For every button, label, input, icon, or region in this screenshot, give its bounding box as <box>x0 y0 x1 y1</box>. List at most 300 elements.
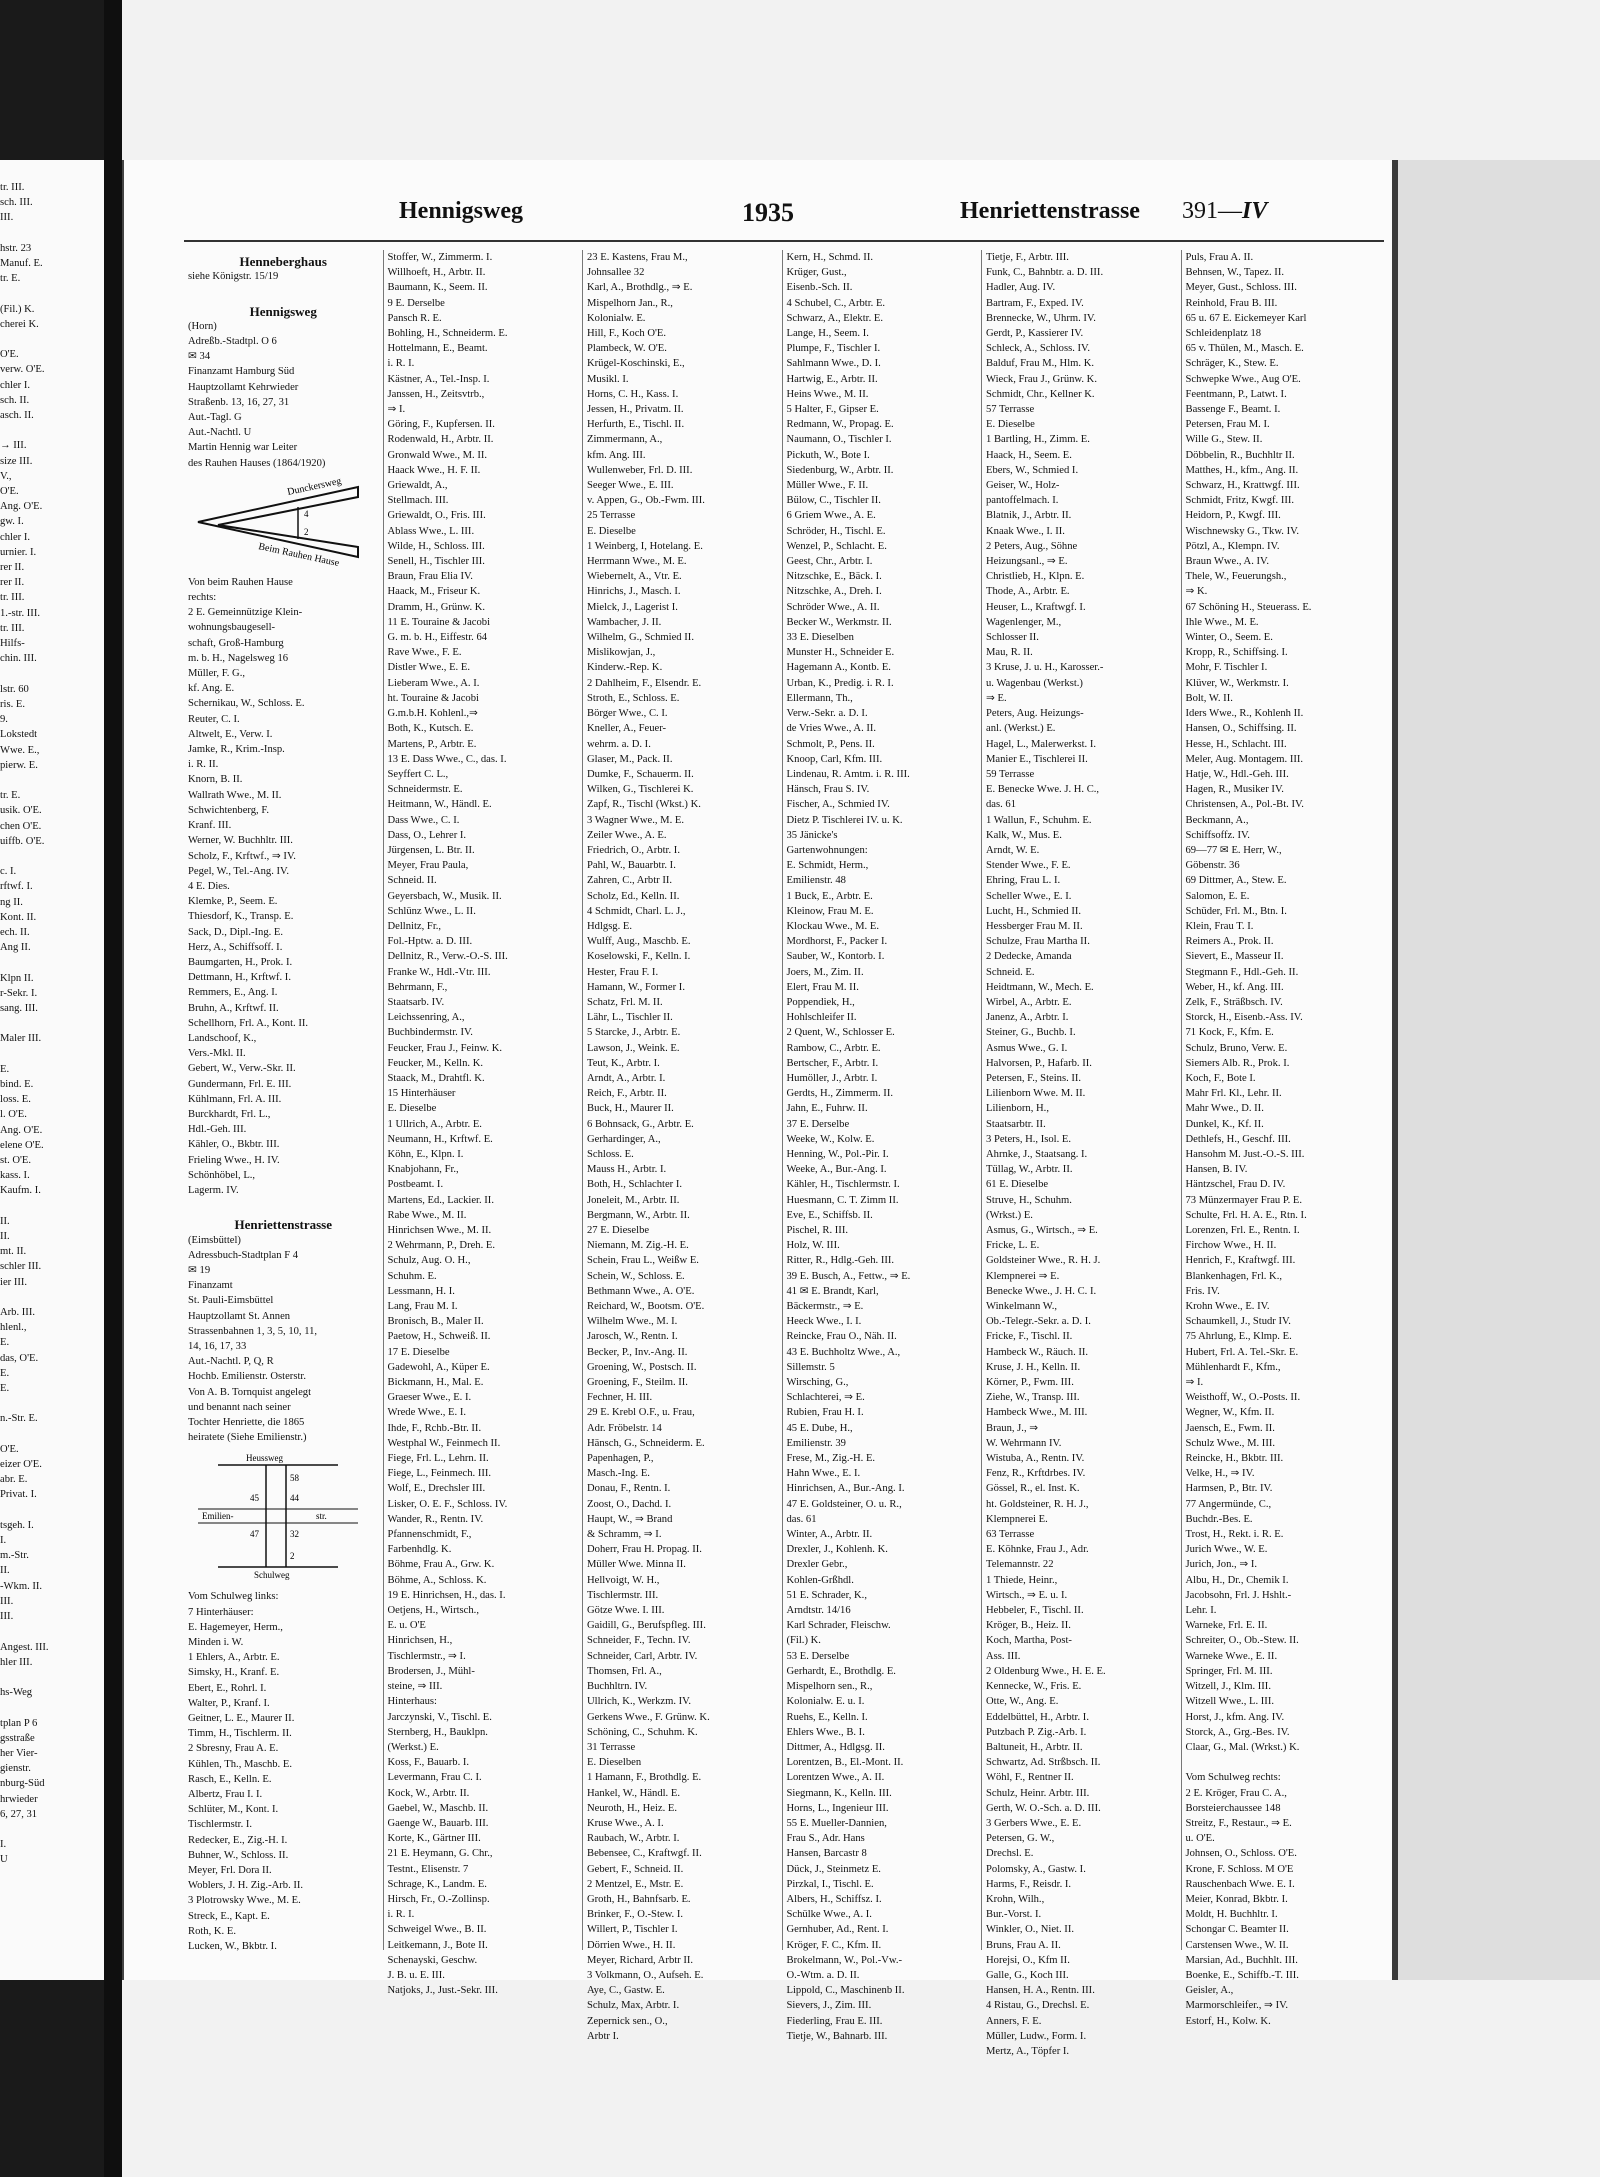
directory-entry: Westphal W., Feinmech II. <box>387 1437 501 1449</box>
directory-entry: Bethmann Wwe., A. O'E. <box>587 1285 695 1297</box>
prev-page-line: gw. I. <box>0 516 24 528</box>
directory-entry: Knoop, Carl, Kfm. III. <box>786 753 883 765</box>
directory-entry: Buchhltrn. IV. <box>587 1681 648 1693</box>
directory-entry: Baumann, K., Seem. II. <box>387 282 488 294</box>
prev-page-line: tr. III. <box>0 622 25 634</box>
directory-entry: Vom Schulweg rechts: <box>1185 1772 1281 1784</box>
directory-entry: Haack Wwe., H. F. II. <box>387 464 481 476</box>
directory-entry: Mispelhorn sen., R., <box>786 1681 873 1693</box>
directory-entry: Sauber, W., Kontorb. I. <box>786 951 885 963</box>
prev-page-line: II. <box>0 1565 10 1577</box>
directory-entry: Groth, H., Bahnfsarb. E. <box>587 1893 691 1905</box>
column-5 <box>982 250 1182 2057</box>
prev-page-line <box>0 1822 104 1837</box>
directory-entry: Struve, H., Schuhm. <box>986 1194 1072 1206</box>
directory-entry: 43 E. Buchholtz Wwe., A., <box>786 1346 901 1358</box>
directory-entry: Hubert, Frl. A. Tel.-Skr. E. <box>1185 1346 1299 1358</box>
directory-entry: Hochb. Emilienstr. Osterstr. <box>188 1371 306 1383</box>
prev-page-line: bind. E. <box>0 1078 34 1090</box>
directory-entry: Ehlers Wwe., B. I. <box>786 1726 865 1738</box>
directory-entry: ⇒ K. <box>1185 586 1208 598</box>
prev-page-line: eizer O'E. <box>0 1459 42 1471</box>
directory-entry: Reuter, C. I. <box>188 713 240 725</box>
directory-entry: Jurich Wwe., W. E. <box>1185 1544 1268 1556</box>
directory-entry: Manier E., Tischlerei II. <box>986 753 1088 765</box>
prev-page-line: pierw. E. <box>0 759 38 771</box>
directory-entry: Gernhuber, Ad., Rent. I. <box>786 1924 889 1936</box>
directory-entry: Schein, W., Schloss. E. <box>587 1270 685 1282</box>
prev-page-line: uiffb. O'E. <box>0 835 45 847</box>
directory-entry: Straßenb. 13, 16, 27, 31 <box>188 396 290 408</box>
directory-entry: 25 Terrasse <box>587 510 636 522</box>
directory-entry: 1 Wallun, F., Schuhm. E. <box>986 814 1092 826</box>
directory-entry: Naumann, O., Tischler I. <box>786 434 892 446</box>
prev-page-line <box>0 773 104 788</box>
directory-entry: Jaensch, E., Fwm. II. <box>1185 1422 1275 1434</box>
directory-entry: Lagerm. IV. <box>188 1184 239 1196</box>
directory-entry <box>1186 1755 1377 1770</box>
directory-entry: 9 E. Derselbe <box>387 297 445 309</box>
directory-entry: de Vries Wwe., A. II. <box>786 723 877 735</box>
directory-entry: Schüder, Frl. M., Btn. I. <box>1185 905 1287 917</box>
directory-entry: Reinhold, Frau B. III. <box>1185 297 1278 309</box>
directory-entry: 57 Terrasse <box>986 404 1035 416</box>
directory-entry: Wiebernelt, A., Vtr. E. <box>587 571 682 583</box>
directory-entry: Dellnitz, R., Verw.-O.-S. III. <box>387 951 508 963</box>
prev-page-line: hstr. 23 <box>0 242 32 254</box>
directory-entry: 37 E. Derselbe <box>786 1118 850 1130</box>
directory-entry: Reincke, H., Bkbtr. III. <box>1185 1453 1284 1465</box>
directory-entry: Ullrich, K., Werkzm. IV. <box>587 1696 692 1708</box>
directory-entry: Lisker, O. E. F., Schloss. IV. <box>387 1498 508 1510</box>
directory-entry: pantoffelmach. I. <box>986 495 1059 507</box>
directory-entry: Kleinow, Frau M. E. <box>786 905 874 917</box>
prev-page-line <box>0 1670 104 1685</box>
directory-entry: Krüger, Gust., <box>786 267 847 279</box>
prev-page-line: (Fil.) K. <box>0 303 35 315</box>
directory-entry: Knaak Wwe., I. II. <box>986 525 1065 537</box>
heussweg-label: Heussweg <box>246 1453 283 1464</box>
directory-entry: Adr. Fröbelstr. 14 <box>587 1422 662 1434</box>
directory-entry: Groening, W., Postsch. II. <box>587 1361 697 1373</box>
directory-entry: Geyersbach, W., Musik. II. <box>387 890 502 902</box>
prev-page-line: ris. E. <box>0 698 26 710</box>
directory-entry: Schneid. II. <box>387 875 437 887</box>
directory-entry: Simsky, H., Kranf. E. <box>188 1667 280 1679</box>
directory-entry: Stellmach. III. <box>387 495 449 507</box>
directory-entry: Wirsching, G., <box>786 1377 849 1389</box>
directory-entry: Lilienborn Wwe. M. II. <box>986 1088 1086 1100</box>
directory-entry: Brinker, F., O.-Stew. I. <box>587 1909 684 1921</box>
directory-entry: Mislikowjan, J., <box>587 647 656 659</box>
directory-entry: Groening, F., Steilm. II. <box>587 1377 688 1389</box>
directory-entry: Hinterhaus: <box>387 1696 437 1708</box>
directory-entry: Finanzamt <box>188 1280 233 1292</box>
directory-entry: 2 E. Kröger, Frau C. A., <box>1185 1787 1287 1799</box>
directory-entry: Neuroth, H., Heiz. E. <box>587 1802 678 1814</box>
directory-entry: (Eimsbüttel) <box>188 1234 241 1246</box>
directory-entry: Reincke, Frau O., Näh. II. <box>786 1331 897 1343</box>
directory-entry: Henning, W., Pol.-Pir. I. <box>786 1148 889 1160</box>
directory-entry: Schneidermstr. E. <box>387 784 463 796</box>
prev-page-line: l. O'E. <box>0 1109 27 1121</box>
directory-entry: Winter, O., Seem. E. <box>1185 632 1273 644</box>
directory-entry: 7 Hinterhäuser: <box>188 1606 254 1618</box>
directory-entry: (Fil.) K. <box>786 1635 821 1647</box>
directory-entry: Wambacher, J. II. <box>587 616 662 628</box>
directory-entry: Pfannenschmidt, F., <box>387 1529 472 1541</box>
column-2 <box>384 250 584 1997</box>
directory-entry: Zahren, C., Arbtr II. <box>587 875 673 887</box>
directory-entry: Bruns, Frau A. II. <box>986 1939 1061 1951</box>
directory-entry: Herfurth, E., Tischl. II. <box>587 419 685 431</box>
directory-entry: ht. Touraine & Jacobi <box>387 692 479 704</box>
directory-entry: Galle, G., Koch III. <box>986 1969 1069 1981</box>
directory-entry: Wallrath Wwe., M. II. <box>188 789 282 801</box>
directory-entry: Timm, H., Tischlerm. II. <box>188 1728 292 1740</box>
directory-entry: Schulz, Heinr. Arbtr. III. <box>986 1787 1090 1799</box>
directory-entry: Hottelmann, E., Beamt. <box>387 343 488 355</box>
directory-entry: Haupt, W., ⇒ Brand <box>587 1513 673 1525</box>
directory-entry: Hauptzollamt St. Annen <box>188 1310 291 1322</box>
directory-entry: Buhner, W., Schloss. II. <box>188 1849 289 1861</box>
prev-page-line: rer II. <box>0 577 25 589</box>
prev-page-line <box>0 1047 104 1062</box>
directory-entry: Kühlen, Th., Maschb. E. <box>188 1758 292 1770</box>
directory-entry: Halvorsen, P., Hafarb. II. <box>986 1057 1092 1069</box>
directory-entry: Körner, P., Fwm. III. <box>986 1377 1074 1389</box>
directory-entry: Storck, H., Eisenb.-Ass. IV. <box>1185 1012 1303 1024</box>
directory-entry: Martin Hennig war Leiter <box>188 442 298 454</box>
directory-entry: Gössel, R., el. Inst. K. <box>986 1483 1080 1495</box>
directory-entry: 3 Plotrowsky Wwe., M. E. <box>188 1895 301 1907</box>
directory-entry: Geest, Chr., Arbtr. I. <box>786 556 873 568</box>
directory-entry: Martens, Ed., Lackier. II. <box>387 1194 494 1206</box>
directory-entry: Baumgarten, H., Prok. I. <box>188 956 293 968</box>
directory-entry: Göbenstr. 36 <box>1185 860 1240 872</box>
henriettenstrasse-plan <box>188 1451 368 1581</box>
prev-page-line: tr. E. <box>0 273 21 285</box>
directory-entry: Arndt, A., Arbtr. I. <box>587 1072 666 1084</box>
directory-entry: Behrmann, F., <box>387 981 448 993</box>
directory-entry: Putzbach P. Zig.-Arb. I. <box>986 1726 1087 1738</box>
directory-entry: Claar, G., Mal. (Wrkst.) K. <box>1185 1741 1300 1753</box>
directory-entry: Frieling Wwe., H. IV. <box>188 1154 280 1166</box>
directory-entry: 15 Hinterhäuser <box>387 1088 456 1100</box>
page-number: 391— <box>1182 198 1242 224</box>
directory-entry: Baltuneit, H., Arbtr. II. <box>986 1741 1083 1753</box>
directory-entry: 77 Angermünde, C., <box>1185 1498 1272 1510</box>
directory-entry: Johnsallee 32 <box>587 267 645 279</box>
prev-page-line: r-Sekr. I. <box>0 987 38 999</box>
directory-entry: Klein, Frau T. I. <box>1185 920 1254 932</box>
directory-entry: Ablass Wwe., L. III. <box>387 525 475 537</box>
prev-page-line: sang. III. <box>0 1002 38 1014</box>
directory-entry: 27 E. Dieselbe <box>587 1225 650 1236</box>
directory-entry: Schneider, F., Techn. IV. <box>587 1635 691 1647</box>
directory-entry: Streitz, F., Restaur., ⇒ E. <box>1185 1817 1292 1829</box>
directory-entry: Sternberg, H., Bauklpn. <box>387 1726 488 1738</box>
directory-entry: Meler, Aug. Montagem. III. <box>1185 753 1304 765</box>
directory-entry: Lorentzen Wwe., A. II. <box>786 1772 885 1784</box>
directory-entry: Schlüter, M., Kont. I. <box>188 1804 279 1816</box>
directory-entry: Kähler, H., Tischlermstr. I. <box>786 1179 900 1191</box>
directory-entry: Storck, A., Grg.-Bes. IV. <box>1185 1726 1290 1738</box>
directory-entry: Lippold, C., Maschinenb II. <box>786 1985 905 1997</box>
prev-page-line <box>0 1290 104 1305</box>
directory-entry: Schneider, Carl, Arbtr. IV. <box>587 1650 698 1662</box>
directory-entry: i. R. II. <box>188 759 219 771</box>
directory-entry: Kohlen-Grßhdl. <box>786 1574 854 1586</box>
directory-entry: Knabjohann, Fr., <box>387 1164 459 1176</box>
directory-entry: des Rauhen Hauses (1864/1920) <box>188 457 326 469</box>
prev-page-line: Angest. III. <box>0 1641 49 1653</box>
directory-entry: Matthes, H., kfm., Ang. II. <box>1185 464 1299 476</box>
directory-entry: Tietje, F., Arbtr. III. <box>986 252 1069 263</box>
directory-entry: Schneid. E. <box>986 966 1035 978</box>
directory-entry: 65 u. 67 E. Eickemeyer Karl <box>1185 312 1307 324</box>
directory-entry: 13 E. Dass Wwe., C., das. I. <box>387 753 507 765</box>
prev-page-line: Ang. O'E. <box>0 1124 43 1136</box>
directory-entry: Koss, F., Bauarb. I. <box>387 1757 470 1769</box>
directory-entry: Götze Wwe. I. III. <box>587 1605 665 1617</box>
directory-entry: 3 Volkmann, O., Aufseh. E. <box>587 1969 704 1981</box>
directory-entry: Beckmann, A., <box>1185 814 1249 826</box>
directory-entry: Mauss H., Arbtr. I. <box>587 1164 667 1176</box>
directory-entry: Senell, H., Tischler III. <box>387 556 485 568</box>
directory-entry: Hessberger Frau M. II. <box>986 920 1083 932</box>
directory-entry: Hesse, H., Schlacht. III. <box>1185 738 1287 750</box>
directory-entry: Gerkens Wwe., F. Grünw. K. <box>587 1711 710 1723</box>
directory-entry: Wöhl, F., Rentner II. <box>986 1772 1074 1784</box>
prev-page-line: chin. III. <box>0 653 37 665</box>
directory-entry: (Wrkst.) E. <box>986 1209 1033 1221</box>
directory-entry: Werner, W. Buchhltr. III. <box>188 835 293 847</box>
directory-entry: Lawson, J., Weink. E. <box>587 1042 680 1054</box>
prev-page-line: tplan P 6 <box>0 1717 38 1729</box>
directory-entry: Musikl. I. <box>587 373 629 385</box>
directory-entry: Gebert, W., Verw.-Skr. II. <box>188 1063 296 1075</box>
directory-entry: Kneller, A., Feuer- <box>587 723 667 735</box>
directory-entry: Streck, E., Kapt. E. <box>188 1910 270 1922</box>
directory-entry: Gerdts, H., Zimmerm. II. <box>786 1088 894 1100</box>
directory-entry: 51 E. Schrader, K., <box>786 1589 867 1601</box>
directory-entry: Kolonialw. E. u. I. <box>786 1696 865 1708</box>
directory-entry: Farbenhdlg. K. <box>387 1544 452 1556</box>
directory-entry: Elert, Frau M. II. <box>786 981 859 993</box>
directory-entry: 71 Kock, F., Kfm. E. <box>1185 1027 1274 1039</box>
prev-page-line: 9. <box>0 714 8 726</box>
directory-entry: Heins Wwe., M. II. <box>786 388 869 400</box>
directory-entry: 59 Terrasse <box>986 768 1035 780</box>
directory-entry: Ob.-Telegr.-Sekr. a. D. I. <box>986 1316 1091 1328</box>
directory-entry: Natjoks, J., Just.-Sekr. III. <box>387 1985 498 1997</box>
directory-entry: Becker W., Werkmstr. II. <box>786 616 892 628</box>
directory-entry: Schräger, K., Stew. E. <box>1185 358 1279 370</box>
column-3 <box>583 250 783 2042</box>
directory-entry: Siemers Alb. R., Prok. I. <box>1185 1057 1290 1069</box>
directory-entry: Bohling, H., Schneiderm. E. <box>387 328 508 340</box>
directory-entry: Papenhagen, P., <box>587 1453 654 1465</box>
directory-entry: Carstensen Wwe., W. II. <box>1185 1939 1289 1951</box>
directory-entry: Ahrnke, J., Staatsang. I. <box>986 1148 1088 1160</box>
directory-entry: Müller, Ludw., Form. I. <box>986 2030 1087 2042</box>
directory-entry: Wulff, Aug., Maschb. E. <box>587 936 691 948</box>
directory-entry: Bassenge F., Beamt. I. <box>1185 404 1281 416</box>
directory-entry: Kennecke, W., Fris. E. <box>986 1681 1082 1693</box>
directory-entry: Hinrichsen, A., Bur.-Ang. I. <box>786 1483 905 1495</box>
prev-page-line: das, O'E. <box>0 1352 39 1364</box>
directory-entry: 1 Weinberg, I, Hotelang. E. <box>587 540 703 552</box>
directory-entry: Albers, H., Schiffsz. I. <box>786 1893 882 1905</box>
directory-entry: Schlosser II. <box>986 632 1039 644</box>
directory-entry: Emilienstr. 48 <box>786 875 846 887</box>
prev-page-line: Ang. O'E. <box>0 501 43 513</box>
directory-entry: Brennecke, W., Uhrm. IV. <box>986 312 1096 324</box>
directory-entry: Schlachterei, ⇒ E. <box>786 1392 865 1404</box>
directory-entry: Ellermann, Th., <box>786 692 853 704</box>
directory-entry: Scholz, F., Krftwf., ⇒ IV. <box>188 850 296 862</box>
directory-entry: Kranf. III. <box>188 820 232 832</box>
directory-entry: Martens, P., Arbtr. E. <box>387 738 477 750</box>
directory-entry: Wilde, H., Schloss. III. <box>387 540 485 552</box>
directory-entry: Adreßb.-Stadtpl. O 6 <box>188 336 277 348</box>
directory-entry: Hansen, H. A., Rentn. III. <box>986 1985 1095 1997</box>
directory-entry: Koch, Martha, Post- <box>986 1635 1072 1647</box>
directory-entry: Becker, P., Inv.-Ang. II. <box>587 1346 688 1358</box>
directory-entry: J. B. u. E. III. <box>387 1969 445 1981</box>
directory-entry: Hinrichsen Wwe., M. II. <box>387 1225 492 1236</box>
directory-entry: Lorenzen, Frl. E., Rentn. I. <box>1185 1225 1300 1236</box>
directory-entry: Weisthoff, W., O.-Posts. II. <box>1185 1392 1301 1404</box>
directory-entry: Schulz, Bruno, Verw. E. <box>1185 1042 1288 1054</box>
directory-entry: Stender Wwe., F. E. <box>986 860 1071 872</box>
directory-entry: Karl, A., Brothdlg., ⇒ E. <box>587 282 693 294</box>
directory-page <box>122 160 1395 2057</box>
directory-entry: 3 Kruse, J. u. H., Karosser.- <box>986 662 1104 674</box>
directory-entry: Peters, Aug. Heizungs- <box>986 708 1084 720</box>
directory-entry: Plambeck, W. O'E. <box>587 343 667 355</box>
emilien-label: Emilien- <box>202 1511 234 1522</box>
directory-entry: ✉ 19 <box>188 1264 211 1276</box>
directory-entry: Neumann, H., Krftwf. E. <box>387 1133 493 1145</box>
directory-entry: 14, 16, 17, 33 <box>188 1341 247 1352</box>
directory-entry: Geiser, W., Holz- <box>986 480 1060 492</box>
directory-entry: 1 Ullrich, A., Arbtr. E. <box>387 1118 482 1130</box>
directory-entry: Redecker, E., Zig.-H. I. <box>188 1834 288 1846</box>
directory-entry: Siedenburg, W., Arbtr. II. <box>786 464 894 476</box>
directory-entry: Wilken, G., Tischlerei K. <box>587 784 694 796</box>
directory-entry: 2 Dahlheim, F., Elsendr. E. <box>587 677 702 689</box>
directory-entry: Köhn, E., Klpn. I. <box>387 1148 464 1160</box>
directory-entry: 6 Bohnsack, G., Arbtr. E. <box>587 1118 694 1130</box>
prev-page-line: chler I. <box>0 379 30 391</box>
street-heading: Henneberghaus <box>239 254 327 269</box>
directory-entry: Kröger, F. C., Kfm. II. <box>786 1939 882 1951</box>
directory-entry: Winter, A., Arbtr. II. <box>786 1529 873 1541</box>
directory-entry: Hamann, W., Former I. <box>587 981 685 993</box>
directory-entry: Gebert, F., Schneid. II. <box>587 1863 684 1875</box>
directory-entry: Strassenbahnen 1, 3, 5, 10, 11, <box>188 1325 318 1337</box>
directory-entry: Griewaldt, O., Fris. III. <box>387 510 486 522</box>
directory-entry: Bruhn, A., Krftwf. II. <box>188 1002 279 1014</box>
directory-entry: E. Dieselbe <box>387 1103 437 1115</box>
previous-page-edge <box>0 160 104 1980</box>
directory-entry: Rodenwald, H., Arbtr. II. <box>387 434 494 446</box>
directory-entry: Seyffert C. L., <box>387 768 449 780</box>
directory-entry: Mahr Wwe., D. II. <box>1185 1103 1264 1115</box>
directory-entry: Franke W., Hdl.-Vtr. III. <box>387 966 491 978</box>
schulweg-label: Schulweg <box>254 1570 290 1581</box>
directory-entry: Lindenau, R. Amtm. i. R. III. <box>786 768 910 780</box>
directory-entry: 47 E. Goldsteiner, O. u. R., <box>786 1498 902 1510</box>
directory-entry: Schleck, A., Schloss. IV. <box>986 343 1090 355</box>
prev-page-line: V., <box>0 470 12 482</box>
directory-entry: Fischer, A., Schmied IV. <box>786 799 890 811</box>
directory-entry: Pötzl, A., Klempn. IV. <box>1185 540 1280 552</box>
directory-entry: 1 Bartling, H., Zimm. E. <box>986 434 1090 446</box>
directory-entry: Bäckermstr., ⇒ E. <box>786 1301 864 1313</box>
directory-entry: Schreiter, O., Ob.-Stew. II. <box>1185 1635 1299 1647</box>
directory-entry: Humöller, J., Arbtr. I. <box>786 1072 878 1084</box>
directory-entry: Sievert, E., Masseur II. <box>1185 951 1284 963</box>
directory-entry: E. Köhnke, Frau J., Adr. <box>986 1544 1089 1556</box>
directory-entry: Poppendiek, H., <box>786 996 855 1008</box>
directory-entry: Hagel, L., Malerwerkst. I. <box>986 738 1097 750</box>
directory-entry: 3 Wagner Wwe., M. E. <box>587 814 685 826</box>
directory-entry: Wirbel, A., Arbtr. E. <box>986 996 1072 1008</box>
prev-page-line: schler III. <box>0 1261 42 1273</box>
directory-entry: Pahl, W., Bauarbtr. I. <box>587 860 676 872</box>
directory-entry: Schulte, Frl. H. A. E., Rtn. I. <box>1185 1209 1307 1221</box>
page-header <box>124 198 1394 238</box>
directory-entry: Rubien, Frau H. I. <box>786 1407 864 1419</box>
directory-entry: Marmorschleifer., ⇒ IV. <box>1185 2000 1289 2012</box>
directory-entry: Schein, Frau L., Weißw E. <box>587 1255 699 1267</box>
directory-entry: Altwelt, E., Verw. I. <box>188 728 273 740</box>
previous-page-column <box>0 160 104 1868</box>
directory-entry: u. O'E. <box>1185 1833 1215 1845</box>
directory-entry: Drexler, J., Kohlenh. K. <box>786 1544 888 1556</box>
directory-entry: Lehr. I. <box>1185 1605 1217 1617</box>
directory-entry: 29 E. Krebl O.F., u. Frau, <box>587 1407 695 1419</box>
directory-entry: Meyer, Frl. Dora II. <box>188 1865 272 1877</box>
directory-entry: Wistuba, A., Rentn. IV. <box>986 1453 1085 1465</box>
directory-entry: Mohr, F. Tischler I. <box>1185 662 1268 674</box>
directory-entry: Haack, M., Friseur K. <box>387 586 481 598</box>
directory-entry: Schwarz, A., Elektr. E. <box>786 312 883 324</box>
dunckersweg-label: Dunckersweg <box>286 475 343 498</box>
directory-entry: Lang, Frau M. I. <box>387 1301 458 1313</box>
directory-entry: Frau S., Adr. Hans <box>786 1833 865 1845</box>
directory-entry: Remmers, E., Ang. I. <box>188 987 278 999</box>
directory-entry: Karl Schrader, Fleischw. <box>786 1620 891 1632</box>
directory-entry: das. 61 <box>786 1513 817 1525</box>
directory-entry: 2 E. Gemeinnützige Klein- <box>188 607 303 619</box>
directory-entry: Jacobsohn, Frl. J. Hshlt.- <box>1185 1589 1292 1601</box>
directory-entry: Boenke, E., Schiffb.-T. III. <box>1185 1969 1299 1981</box>
directory-entry: Kalk, W., Mus. E. <box>986 829 1062 841</box>
directory-entry: Arndt, W. E. <box>986 844 1040 856</box>
directory-entry: Marsian, Ad., Buchhlt. III. <box>1185 1954 1298 1966</box>
directory-entry: Krone, F. Schloss. M O'E <box>1185 1863 1294 1875</box>
directory-entry: Fiege, L., Feinmech. III. <box>387 1468 492 1480</box>
directory-entry: Finanzamt Hamburg Süd <box>188 366 295 378</box>
directory-entry: Asmus Wwe., G. I. <box>986 1042 1068 1054</box>
prev-page-line: abr. E. <box>0 1474 28 1486</box>
directory-entry: Schmidt, Fritz, Kwgf. III. <box>1185 495 1295 507</box>
directory-entry: Ritter, R., Hdlg.-Geh. III. <box>786 1255 895 1267</box>
